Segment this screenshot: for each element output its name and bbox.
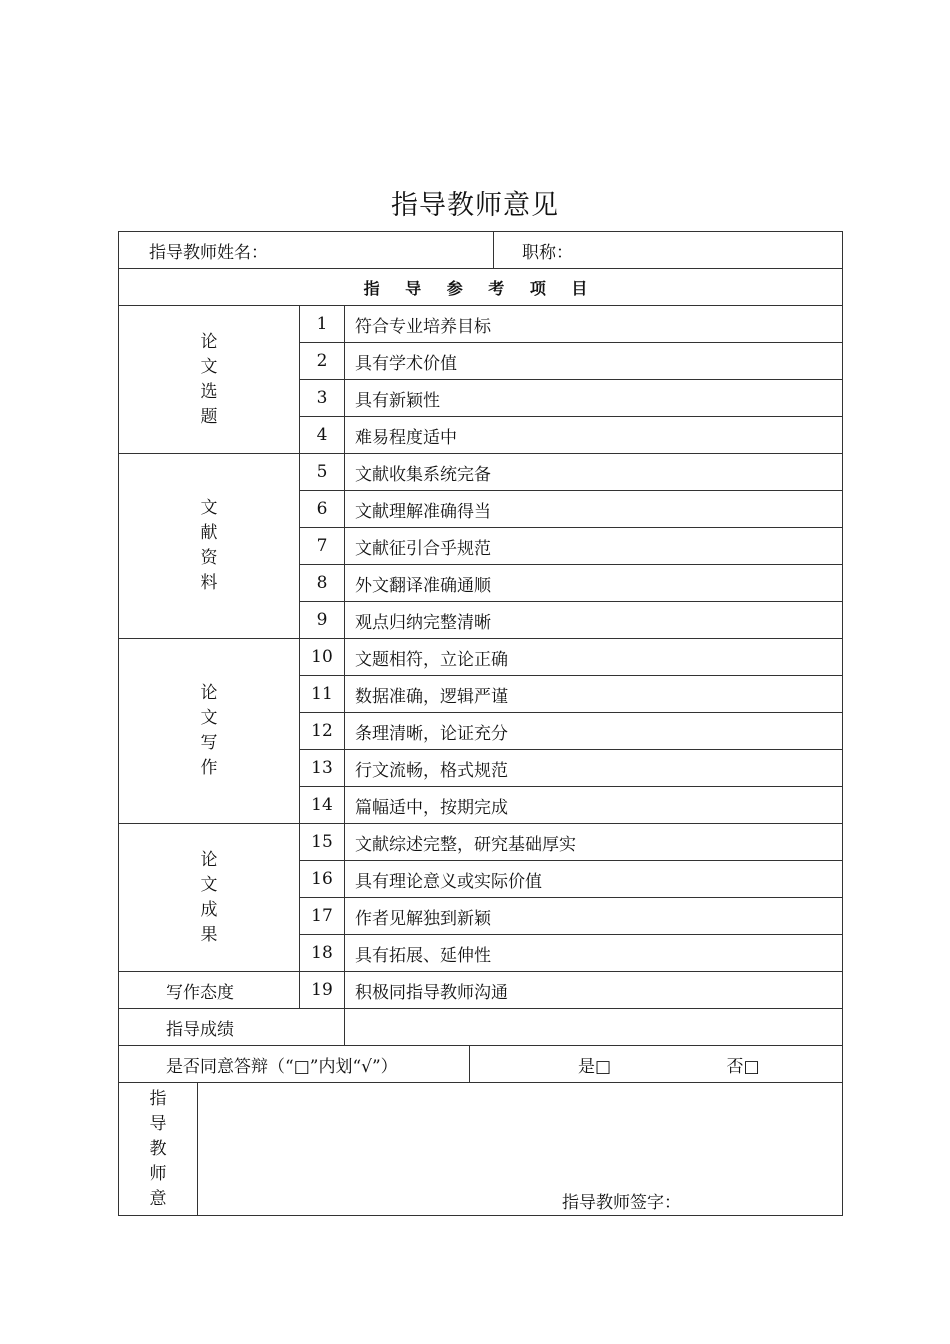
advisor-opinion-form: [118, 231, 843, 1216]
item-number: 14: [300, 787, 345, 824]
item-text: 条理清晰，论证充分: [345, 713, 843, 750]
item-text: 具有学术价值: [345, 343, 843, 380]
item-number: 7: [300, 528, 345, 565]
item-number: 16: [300, 861, 345, 898]
attitude-label: 写作态度: [119, 972, 300, 1009]
item-text: 具有理论意义或实际价值: [345, 861, 843, 898]
defense-options: [470, 1046, 843, 1083]
defense-question: 是否同意答辩（“□”内划“√”）: [119, 1046, 470, 1083]
item-number: 19: [300, 972, 345, 1009]
item-text: 难易程度适中: [345, 417, 843, 454]
table-row: [119, 306, 843, 343]
item-number: 3: [300, 380, 345, 417]
item-number: 9: [300, 602, 345, 639]
item-number: 1: [300, 306, 345, 343]
item-text: 文献理解准确得当: [345, 491, 843, 528]
item-text: 具有拓展、延伸性: [345, 935, 843, 972]
advisor-name-field[interactable]: 指导教师姓名：: [119, 232, 494, 269]
opinion-input[interactable]: [198, 1083, 843, 1216]
item-number: 15: [300, 824, 345, 861]
signature-label: 指导教师签字：: [562, 1193, 681, 1213]
page-title: 指导教师意见: [391, 190, 559, 221]
item-number: 5: [300, 454, 345, 491]
section-header: 指 导 参 考 项 目: [119, 269, 843, 306]
item-number: 11: [300, 676, 345, 713]
category-label: 论 文 选 题: [119, 306, 300, 454]
category-label: 论 文 成 果: [119, 824, 300, 972]
item-number: 6: [300, 491, 345, 528]
grade-label: 指导成绩: [119, 1009, 345, 1046]
item-number: 8: [300, 565, 345, 602]
item-text: 观点归纳完整清晰: [345, 602, 843, 639]
item-text: 符合专业培养目标: [345, 306, 843, 343]
opinion-side-label: 指 导 教 师 意: [119, 1083, 198, 1216]
item-number: 4: [300, 417, 345, 454]
item-text: 文献征引合乎规范: [345, 528, 843, 565]
item-text: 具有新颖性: [345, 380, 843, 417]
advisor-title-field[interactable]: 职称：: [494, 232, 843, 269]
category-label: 论 文 写 作: [119, 639, 300, 824]
item-number: 2: [300, 343, 345, 380]
item-text: 篇幅适中，按期完成: [345, 787, 843, 824]
item-number: 10: [300, 639, 345, 676]
item-number: 18: [300, 935, 345, 972]
item-text: 外文翻译准确通顺: [345, 565, 843, 602]
grade-input[interactable]: [345, 1009, 843, 1046]
defense-no-checkbox[interactable]: 否□: [726, 1056, 760, 1077]
table-row: [119, 454, 843, 491]
item-text: 数据准确，逻辑严谨: [345, 676, 843, 713]
item-text: 文献收集系统完备: [345, 454, 843, 491]
category-label: 文 献 资 料: [119, 454, 300, 639]
item-text: 行文流畅，格式规范: [345, 750, 843, 787]
defense-yes-checkbox[interactable]: 是□: [578, 1056, 612, 1077]
item-number: 17: [300, 898, 345, 935]
item-number: 13: [300, 750, 345, 787]
item-text: 文献综述完整，研究基础厚实: [345, 824, 843, 861]
item-text: 文题相符，立论正确: [345, 639, 843, 676]
item-text: 积极同指导教师沟通: [345, 972, 843, 1009]
table-row: [119, 639, 843, 676]
item-text: 作者见解独到新颖: [345, 898, 843, 935]
table-row: [119, 824, 843, 861]
item-number: 12: [300, 713, 345, 750]
